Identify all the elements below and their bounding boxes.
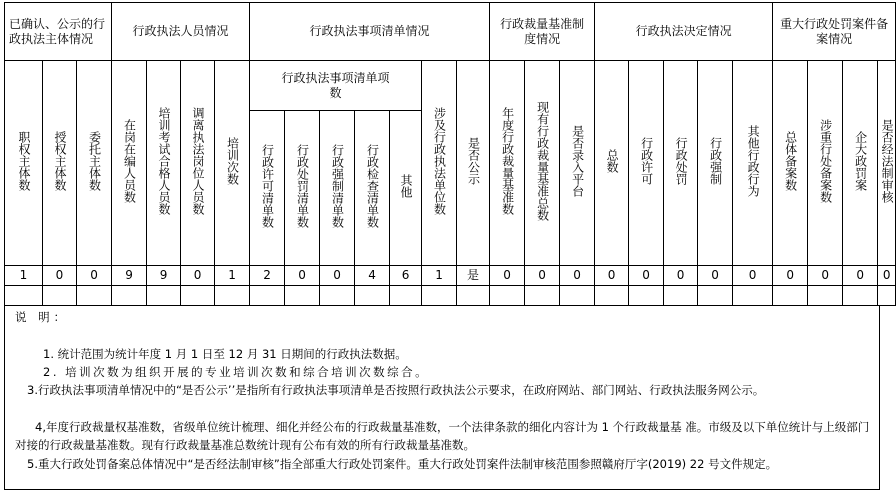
table-cell: 0 [773, 266, 808, 286]
note-5: 5.重大行政处罚备案总体情况中“是否经法制审核”指全部重大行政处罚案件。重大行政处罚案件法制审核范围参照赣府厅字(2019) 22 号文件规定。 [27, 457, 778, 471]
table-cell: 2 [250, 266, 285, 286]
col-header: 行政检查清单数 [355, 111, 390, 266]
empty-row [5, 286, 896, 306]
table-cell: 0 [525, 266, 560, 286]
table-cell: 0 [629, 266, 664, 286]
col-header: 总体备案数 [773, 61, 808, 266]
col-header: 行政许可 [629, 61, 664, 266]
note-4: 4,年度行政裁量权基准数，省级单位统计梳理、细化并经公布的行政裁量基准数，一个法律条款的细化内容计为 1 个行政裁量基 准。市级及以下单位统计与上级部门对接的行政裁量基准数。现有行政裁量基准总数统计现有公布有效的所有行政裁量基准数。 [15, 420, 870, 452]
col-header: 行政处罚清单数 [285, 111, 320, 266]
col-header: 行政许可清单数 [250, 111, 285, 266]
col-header: 行政强制清单数 [320, 111, 355, 266]
table-cell: 0 [808, 266, 843, 286]
group-header-discretion: 行政裁量基准制度情况 [490, 3, 595, 61]
notes-section [4, 306, 880, 490]
table-cell: 0 [320, 266, 355, 286]
col-header: 培训考试合格人员数 [147, 61, 181, 266]
group-header-items: 行政执法事项清单情况 [250, 3, 490, 61]
col-header: 授权主体数 [43, 61, 77, 266]
table-cell: 0 [77, 266, 112, 286]
group-header-entities: 已确认、公示的行政执法主体情况 [5, 3, 112, 61]
sub-header-item-count: 行政执法事项清单项数 [250, 61, 422, 111]
group-header-decisions: 行政执法决定情况 [595, 3, 773, 61]
col-header: 年度行政裁量基准数 [490, 61, 525, 266]
group-header-filing: 重大行政处罚案件备案情况 [773, 3, 896, 61]
table-cell: 0 [43, 266, 77, 286]
group-header-row [5, 3, 896, 61]
table-cell: 0 [698, 266, 733, 286]
table-cell: 0 [560, 266, 595, 286]
table-cell: 1 [422, 266, 457, 286]
col-header: 其他 [390, 111, 422, 266]
table-cell: 1 [5, 266, 43, 286]
col-header: 是否公示 [457, 61, 490, 266]
table-cell: 6 [390, 266, 422, 286]
notes-title: 说 明： [15, 310, 70, 324]
table-cell: 0 [285, 266, 320, 286]
note-2: 2. 培训次数为组织开展的专业培训次数和综合培训次数综合。 [43, 365, 430, 379]
table-row [5, 266, 896, 286]
col-header: 现有行政裁量基准总数 [525, 61, 560, 266]
sub-header-row [5, 61, 896, 111]
col-header: 是否录入平台 [560, 61, 595, 266]
col-header: 涉及行政执法单位数 [422, 61, 457, 266]
table-cell: 0 [878, 266, 896, 286]
col-header: 涉重行处备案数 [808, 61, 843, 266]
table-cell: 0 [595, 266, 629, 286]
table-cell: 4 [355, 266, 390, 286]
col-header: 是否经法制审核 [878, 61, 896, 266]
group-header-personnel: 行政执法人员情况 [112, 3, 250, 61]
table-cell: 9 [112, 266, 147, 286]
note-1: 1. 统计范围为统计年度 1 月 1 日至 12 月 31 日期间的行政执法数据。 [43, 347, 407, 361]
table-cell: 0 [490, 266, 525, 286]
note-3: 3.行政执法事项清单情况中的“是否公示’’是指所有行政执法事项清单是否按照行政执法公示要求，在政府网站、部门网站、行政执法服务网公示。 [27, 383, 765, 397]
col-header: 企大政罚案 [843, 61, 878, 266]
table-cell: 1 [215, 266, 250, 286]
col-header: 在岗在编人员数 [112, 61, 147, 266]
col-header: 委托主体数 [77, 61, 112, 266]
table-cell: 0 [733, 266, 773, 286]
table-cell: 0 [181, 266, 215, 286]
col-header: 总数 [595, 61, 629, 266]
table-cell: 0 [843, 266, 878, 286]
statistics-table [4, 2, 896, 306]
table-cell: 0 [664, 266, 698, 286]
table-cell: 9 [147, 266, 181, 286]
col-header: 调离执法岗位人员数 [181, 61, 215, 266]
col-header: 其他行政行为 [733, 61, 773, 266]
table-cell: 是 [457, 266, 490, 286]
col-header: 培训次数 [215, 61, 250, 266]
col-header: 行政处罚 [664, 61, 698, 266]
col-header: 行政强制 [698, 61, 733, 266]
col-header: 职权主体数 [5, 61, 43, 266]
